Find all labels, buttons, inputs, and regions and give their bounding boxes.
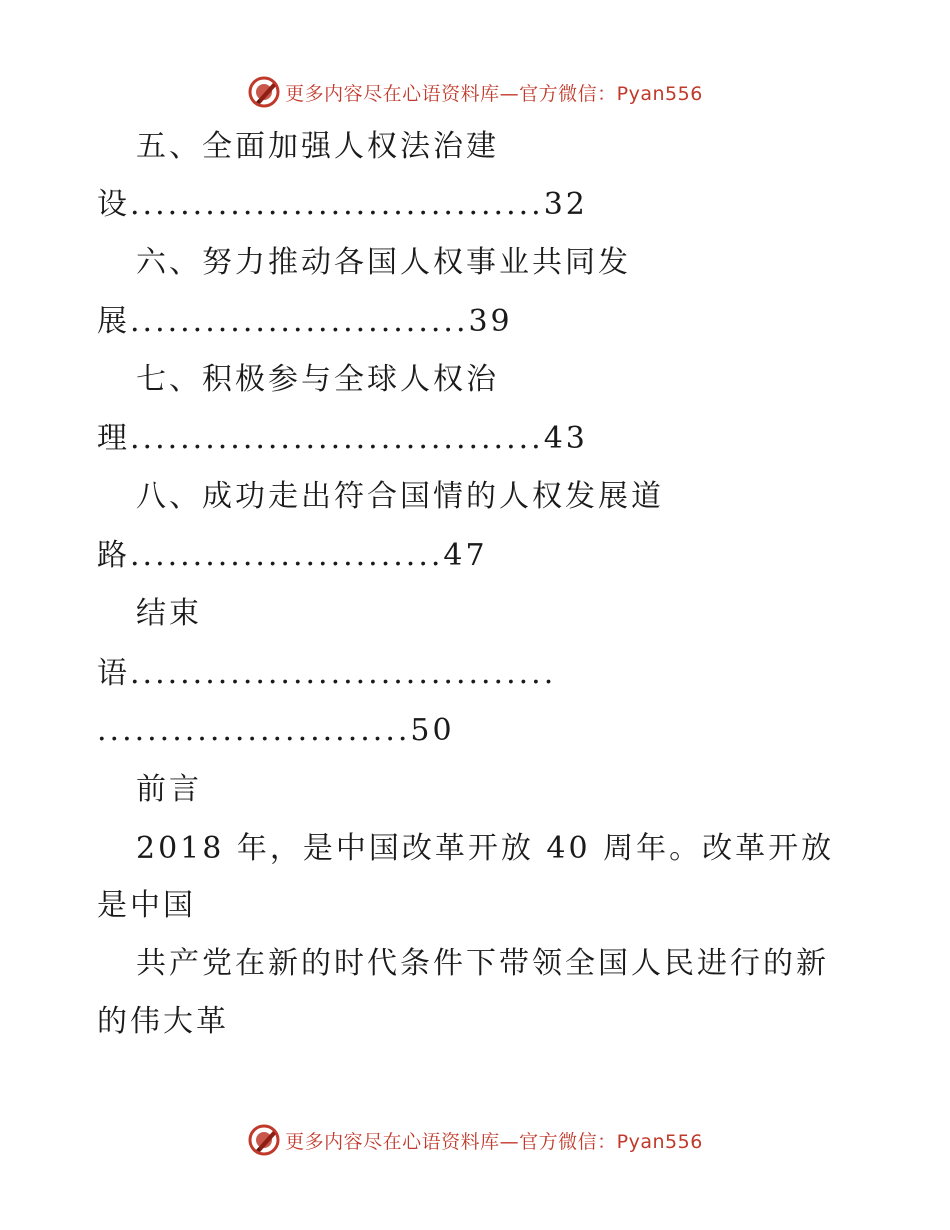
paragraph-line: 共产党在新的时代条件下带领全国人民进行的新 (136, 946, 829, 981)
toc-entry-7-page: 理.................................43 (97, 421, 588, 456)
toc-entry-conclusion-page-cont: .........................50 (97, 713, 455, 748)
footer-watermark (0, 1118, 950, 1162)
toc-entry-conclusion-page: 语.................................. (97, 656, 557, 691)
watermark-text: 更多内容尽在心语资料库—官方微信：Pyan556 (285, 1130, 703, 1153)
toc-entry-conclusion-title: 结束 (136, 596, 202, 631)
toc-entry-5-page: 设.................................32 (97, 187, 588, 222)
paragraph-line: 是中国 (97, 888, 196, 923)
toc-entry-5-title: 五、全面加强人权法治建 (136, 129, 499, 164)
pen-logo-icon (247, 1123, 281, 1157)
toc-entry-6-page: 展...........................39 (97, 304, 513, 339)
pen-logo-icon (247, 75, 281, 109)
watermark-text: 更多内容尽在心语资料库—官方微信：Pyan556 (285, 82, 703, 105)
toc-entry-6-title: 六、努力推动各国人权事业共同发 (136, 245, 631, 280)
paragraph-line: 的伟大革 (97, 1004, 229, 1039)
section-heading: 前言 (136, 772, 202, 807)
paragraph-line: 2018 年，是中国改革开放 40 周年。改革开放 (136, 831, 835, 866)
toc-entry-8-page: 路.........................47 (97, 538, 488, 573)
header-watermark (0, 70, 950, 114)
toc-entry-8-title: 八、成功走出符合国情的人权发展道 (136, 479, 664, 514)
toc-entry-7-title: 七、积极参与全球人权治 (136, 362, 499, 397)
